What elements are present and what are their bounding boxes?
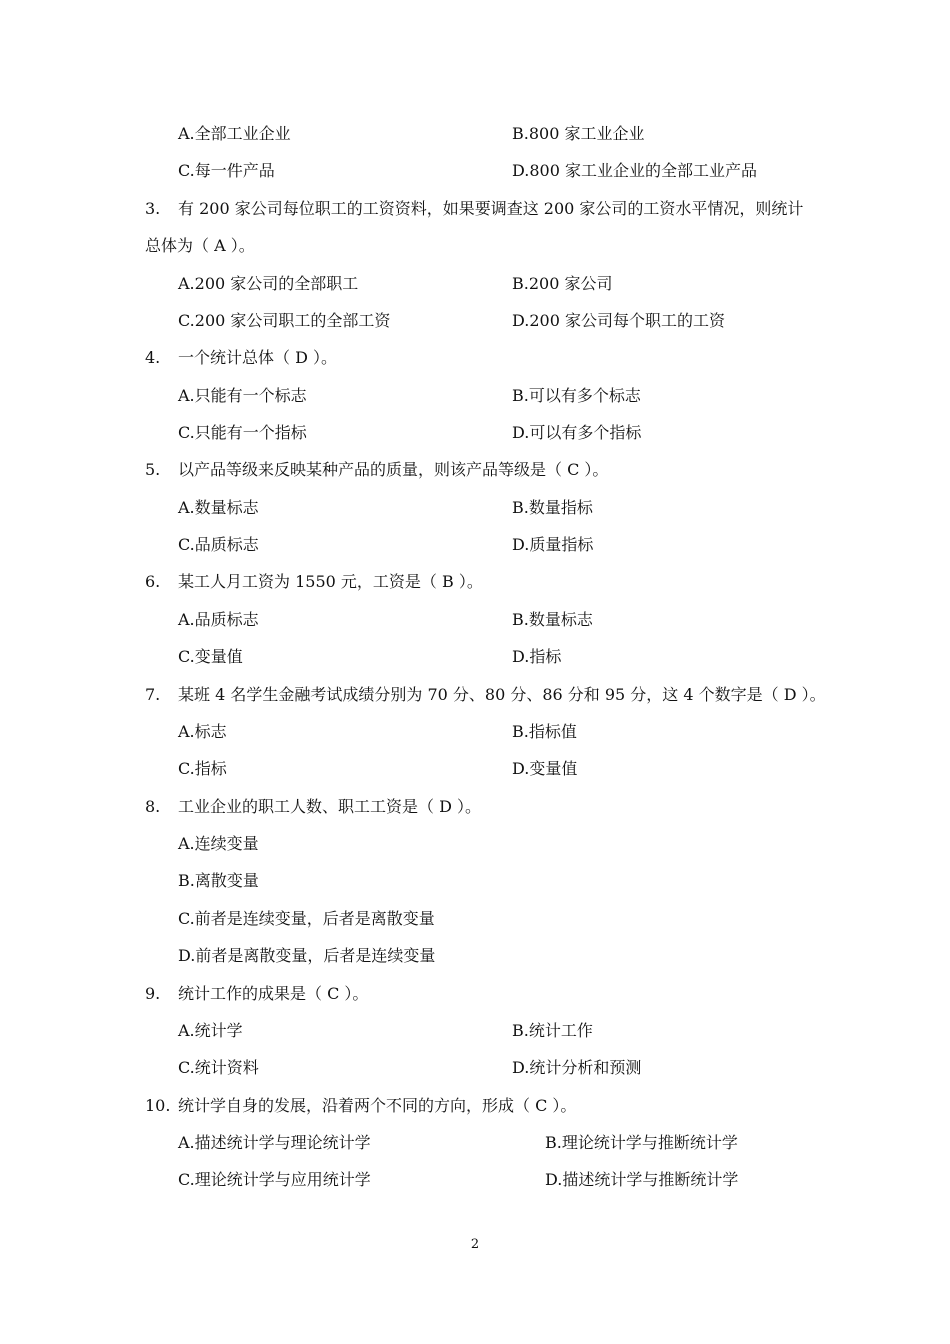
q7-text: 某班 4 名学生金融考试成绩分别为 70 分、80 分、86 分和 95 分，这 4 个数字是（ D ）。 [178,685,826,704]
q10-option-d: D.描述统计学与推断统计学 [545,1170,739,1189]
q4-option-d: D.可以有多个指标 [512,423,642,442]
q7-option-a: A.标志 [178,722,227,741]
q3-text-line2: 总体为（ A ）。 [145,236,255,255]
q7-option-c: C.指标 [178,759,227,778]
q3-number: 3. [145,199,161,218]
q3-option-b: B.200 家公司 [512,274,613,293]
q5-number: 5. [145,460,161,479]
q2-option-d: D.800 家工业企业的全部工业产品 [512,161,757,180]
q4-option-a: A.只能有一个标志 [178,386,307,405]
q2-option-c: C.每一件产品 [178,161,275,180]
q4-text: 一个统计总体（ D ）。 [178,348,338,367]
q7-option-b: B.指标值 [512,722,577,741]
q8-option-d: D.前者是离散变量，后者是连续变量 [178,946,436,965]
q10-number: 10. [145,1096,171,1115]
q9-option-d: D.统计分析和预测 [512,1058,642,1077]
q9-option-b: B.统计工作 [512,1021,593,1040]
q4-number: 4. [145,348,161,367]
q5-text: 以产品等级来反映某种产品的质量，则该产品等级是（ C ）。 [178,460,609,479]
q6-option-c: C.变量值 [178,647,243,666]
q3-option-d: D.200 家公司每个职工的工资 [512,311,725,330]
q4-option-b: B.可以有多个标志 [512,386,641,405]
q10-option-b: B.理论统计学与推断统计学 [545,1133,738,1152]
q2-option-a: A.全部工业企业 [178,124,291,143]
q4-option-c: C.只能有一个指标 [178,423,307,442]
q10-option-c: C.理论统计学与应用统计学 [178,1170,371,1189]
q6-option-d: D.指标 [512,647,562,666]
q2-option-b: B.800 家工业企业 [512,124,645,143]
q10-option-a: A.描述统计学与理论统计学 [178,1133,371,1152]
q6-number: 6. [145,572,161,591]
q7-option-d: D.变量值 [512,759,578,778]
q10-text: 统计学自身的发展，沿着两个不同的方向，形成（ C ）。 [178,1096,577,1115]
q5-option-c: C.品质标志 [178,535,259,554]
page-number: 2 [470,1237,480,1252]
q8-option-a: A.连续变量 [178,834,259,853]
q5-option-a: A.数量标志 [178,498,259,517]
q7-number: 7. [145,685,161,704]
q9-option-a: A.统计学 [178,1021,243,1040]
q9-option-c: C.统计资料 [178,1058,259,1077]
q3-text-line1: 有 200 家公司每位职工的工资资料，如果要调查这 200 家公司的工资水平情况，则统计 [178,199,804,218]
q6-text: 某工人月工资为 1550 元，工资是（ B ）。 [178,572,483,591]
q8-number: 8. [145,797,161,816]
q8-text: 工业企业的职工人数、职工工资是（ D ）。 [178,797,482,816]
q6-option-b: B.数量标志 [512,610,593,629]
q3-option-c: C.200 家公司职工的全部工资 [178,311,391,330]
q5-option-b: B.数量指标 [512,498,593,517]
q3-option-a: A.200 家公司的全部职工 [178,274,359,293]
q9-number: 9. [145,984,161,1003]
q9-text: 统计工作的成果是（ C ）。 [178,984,369,1003]
q8-option-c: C.前者是连续变量，后者是离散变量 [178,909,435,928]
q8-option-b: B.离散变量 [178,871,259,890]
q6-option-a: A.品质标志 [178,610,259,629]
q5-option-d: D.质量指标 [512,535,594,554]
